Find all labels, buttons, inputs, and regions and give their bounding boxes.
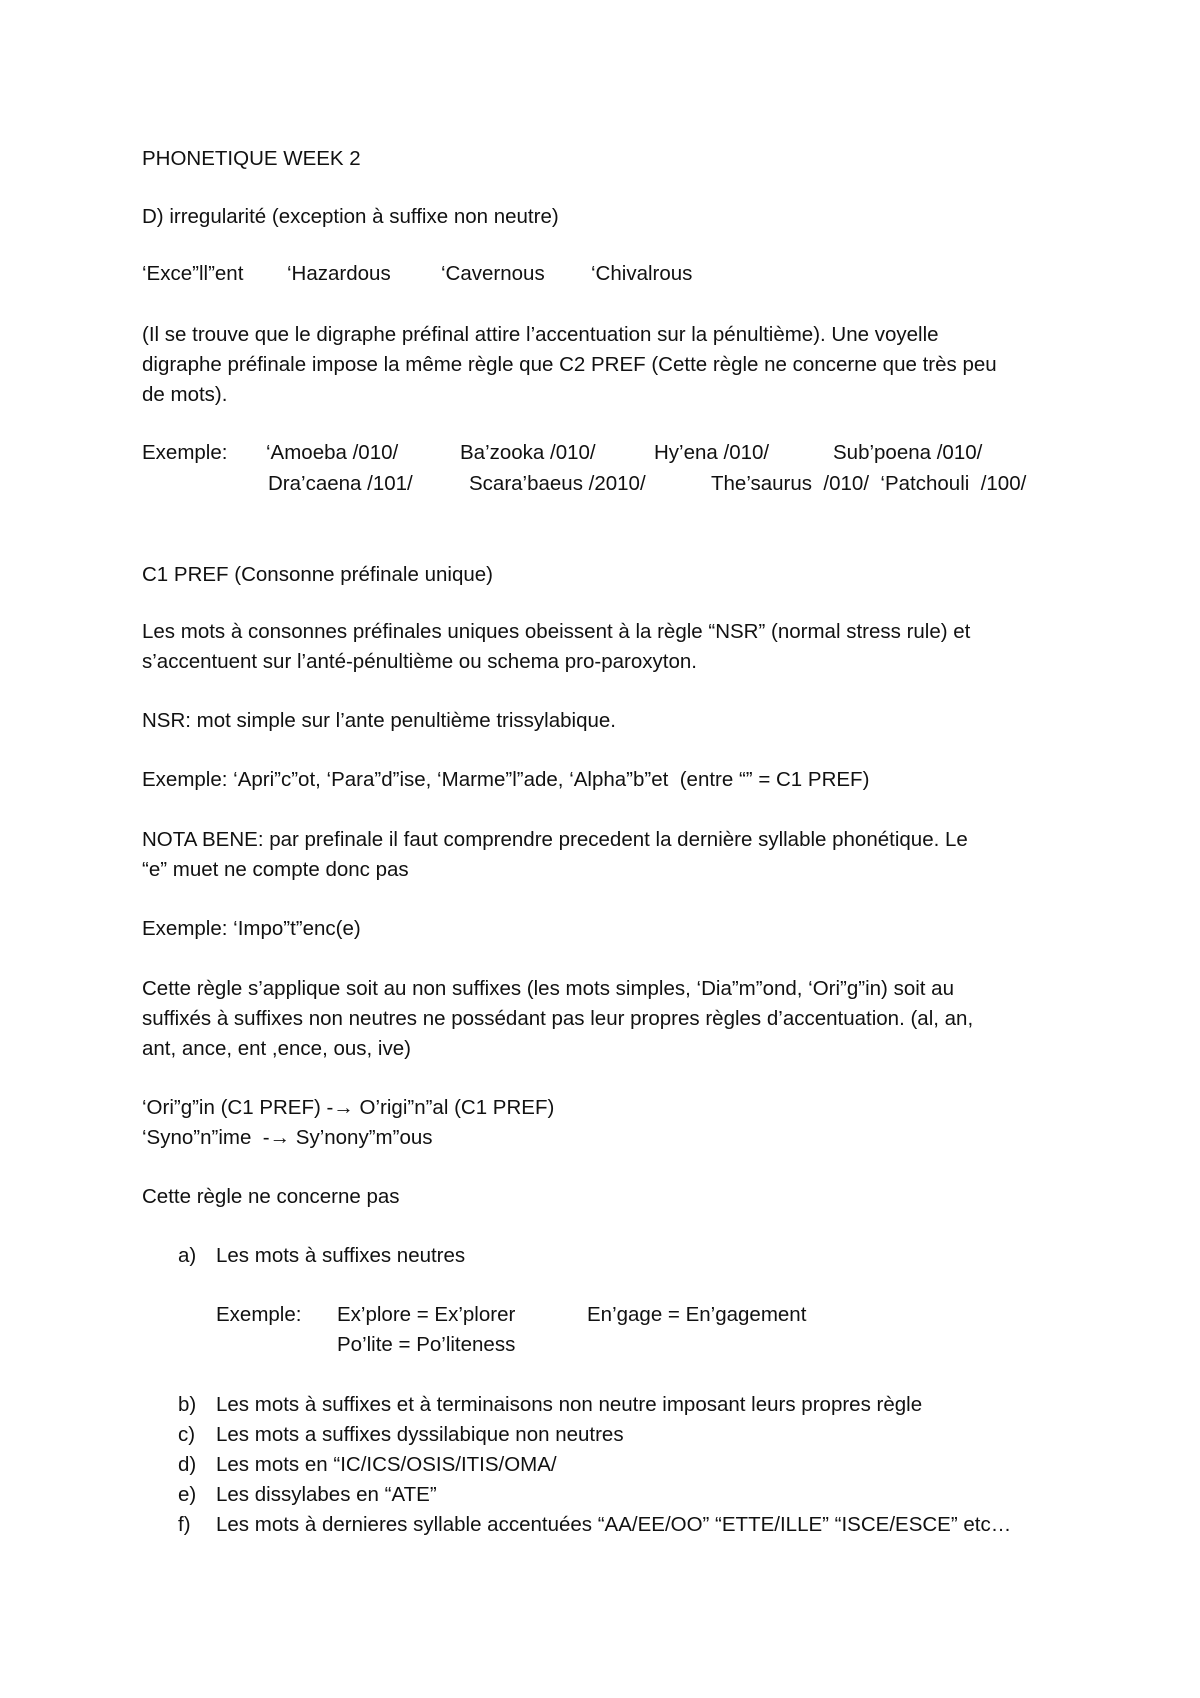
example-label: Exemple: (142, 441, 228, 464)
paragraph-line: s’accentuent sur l’anté-pénultième ou schema pro-paroxyton. (142, 650, 697, 673)
paragraph-line: ant, ance, ent ,ence, ous, ive) (142, 1037, 411, 1060)
example-item: ‘Amoeba /010/ (266, 441, 399, 464)
list-item: Les mots a suffixes dyssilabique non neutres (216, 1423, 624, 1446)
example-item: Ba’zooka /010/ (460, 441, 596, 464)
list-item: Les mots à suffixes neutres (216, 1244, 466, 1267)
paragraph-line: (Il se trouve que le digraphe préfinal attire l’accentuation sur la pénultième). Une voyelle (142, 323, 939, 346)
irregular-word: ‘Chivalrous (591, 262, 693, 285)
list-item: Les mots à suffixes et à terminaisons non neutre imposant leurs propres règle (216, 1393, 923, 1416)
list-marker: d) (178, 1453, 197, 1476)
document-title: PHONETIQUE WEEK 2 (142, 147, 361, 170)
list-marker: e) (178, 1483, 197, 1506)
example-item: En’gage = En’gagement (587, 1303, 807, 1326)
list-marker: f) (178, 1513, 191, 1536)
list-marker: c) (178, 1423, 196, 1446)
section-c1-heading: C1 PREF (Consonne préfinale unique) (142, 563, 493, 586)
irregular-word: ‘Hazardous (287, 262, 391, 285)
example-item: Po’lite = Po’liteness (337, 1333, 516, 1356)
irregular-word: ‘Cavernous (441, 262, 545, 285)
irregular-word: ‘Exce”ll”ent (142, 262, 244, 285)
example-item: Ex’plore = Ex’plorer (337, 1303, 516, 1326)
example-line: Exemple: ‘Apri”c”ot, ‘Para”d”ise, ‘Marme”l”ade, ‘Alpha”b”et (entre “” = C1 PREF) (142, 768, 870, 791)
section-d-heading: D) irregularité (exception à suffixe non neutre) (142, 205, 559, 228)
nota-bene-line: “e” muet ne compte donc pas (142, 858, 409, 881)
paragraph-line: de mots). (142, 383, 228, 406)
list-item: Les dissylabes en “ATE” (216, 1483, 437, 1506)
list-marker: b) (178, 1393, 197, 1416)
nota-bene-line: NOTA BENE: par prefinale il faut comprendre precedent la dernière syllable phonétique. Le (142, 828, 968, 851)
paragraph-line: Cette règle s’applique soit au non suffixes (les mots simples, ‘Dia”m”ond, ‘Ori”g”in) soit au (142, 977, 954, 1000)
derivation-line: ‘Ori”g”in (C1 PREF) -→ O’rigi”n”al (C1 PREF) (142, 1096, 555, 1119)
list-marker: a) (178, 1244, 197, 1267)
example-item: Hy’ena /010/ (654, 441, 770, 464)
example-label: Exemple: (216, 1303, 302, 1326)
example-item: Sub’poena /010/ (833, 441, 983, 464)
paragraph-line: digraphe préfinale impose la même règle que C2 PREF (Cette règle ne concerne que très peu (142, 353, 997, 376)
list-item: Les mots à dernieres syllable accentuées “AA/EE/OO” “ETTE/ILLE” “ISCE/ESCE” etc… (216, 1513, 1012, 1536)
nsr-definition: NSR: mot simple sur l’ante penultième trissylabique. (142, 709, 616, 732)
paragraph-line: suffixés à suffixes non neutres ne possédant pas leur propres règles d’accentuation. (al, an, (142, 1007, 974, 1030)
derivation-line: ‘Syno”n”ime -→ Sy’nony”m”ous (142, 1126, 433, 1149)
list-item: Les mots en “IC/ICS/OSIS/ITIS/OMA/ (216, 1453, 557, 1476)
paragraph-line: Les mots à consonnes préfinales uniques obeissent à la règle “NSR” (normal stress rule) et (142, 620, 971, 643)
not-concern-heading: Cette règle ne concerne pas (142, 1185, 400, 1208)
example-item: Scara’baeus /2010/ (469, 472, 646, 495)
example-line: Exemple: ‘Impo”t”enc(e) (142, 917, 361, 940)
example-item: The’saurus /010/ ‘Patchouli /100/ (711, 472, 1027, 495)
example-item: Dra’caena /101/ (268, 472, 413, 495)
